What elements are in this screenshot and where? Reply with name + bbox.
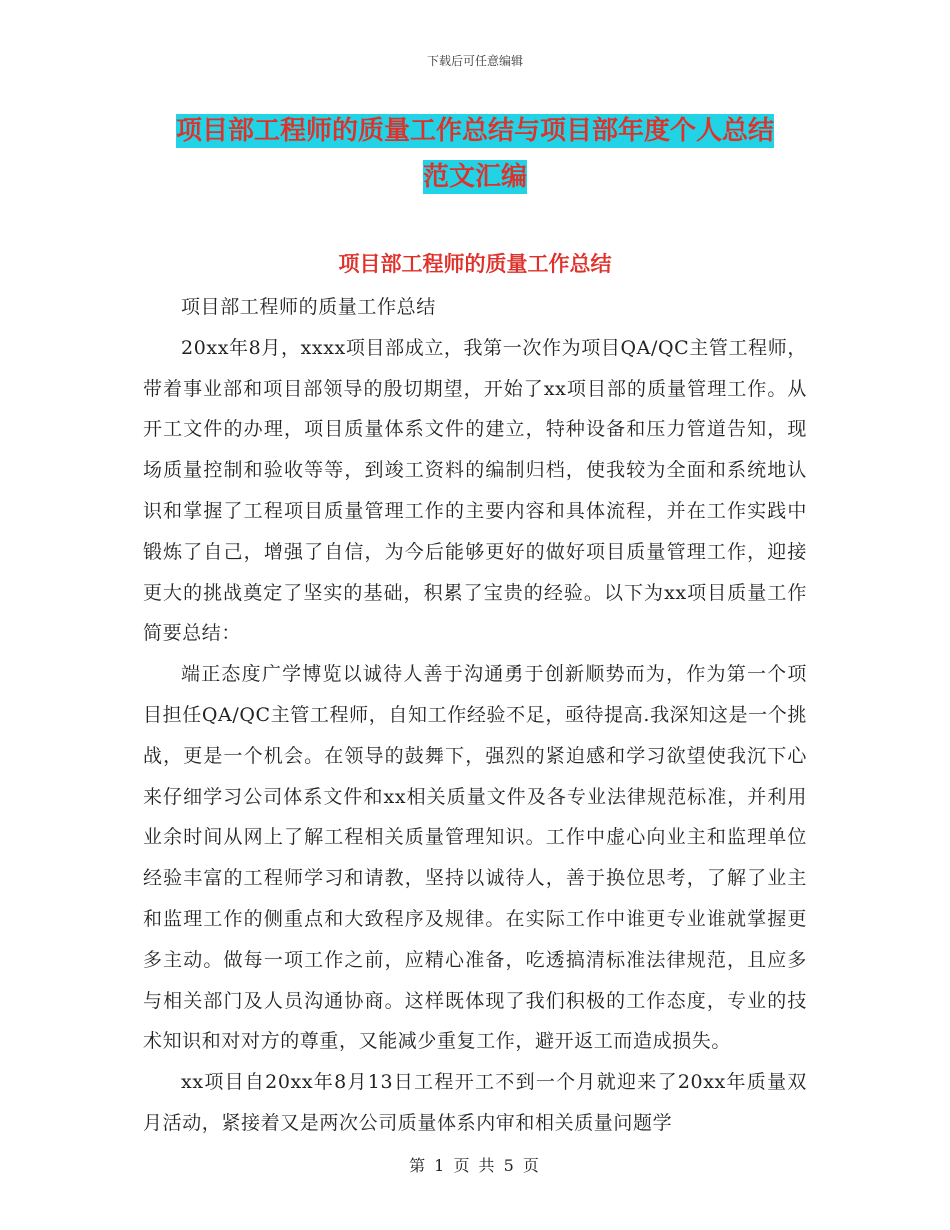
title-line-2: 范文汇编 [422,162,527,192]
paragraph: xx项目自20xx年8月13日工程开工不到一个月就迎来了20xx年质量双月活动，紧接着又是两次公司质量体系内审和相关质量问题学 [143,1071,807,1134]
header-note: 下载后可任意编辑 [426,54,523,68]
paragraph: 项目部工程师的质量工作总结 [181,296,436,318]
paragraph: 20xx年8月，xxxx项目部成立，我第一次作为项目QA/QC主管工程师，带着事业部和项目部领导的殷切期望，开始了xx项目部的质量管理工作。从开工文件的办理，项目质量体系文件的建立，特种设备和压力管道告知，现场质量控制和验收等等，到竣工资料的编制归档，使我较为全面和系统地认识和掌握了工程项目质量管理工作的主要内容和具体流程，并在工作实践中锻炼了自己，增强了自信，为今后能够更好的做好项目质量管理工作，迎接更大的挑战奠定了坚实的基础，积累了宝贵的经验。以下为xx项目质量工作简要总结： [143,336,807,645]
title-line-1: 项目部工程师的质量工作总结与项目部年度个人总结 [175,116,774,146]
page-number: 第 1 页 共 5 页 [409,1156,541,1175]
section-title: 项目部工程师的质量工作总结 [338,251,612,276]
document-title [120,108,830,200]
paragraph: 端正态度广学博览以诚待人善于沟通勇于创新顺势而为，作为第一个项目担任QA/QC主管工程师，自知工作经验不足，亟待提高.我深知这是一个挑战，更是一个机会。在领导的鼓舞下，强烈的紧迫感和学习欲望使我沉下心来仔细学习公司体系文件和xx相关质量文件及各专业法律规范标准，并利用业余时间从网上了解工程相关质量管理知识。工作中虚心向业主和监理单位经验丰富的工程师学习和请教，坚持以诚待人，善于换位思考，了解了业主和监理工作的侧重点和大致程序及规律。在实际工作中谁更专业谁就掌握更多主动。做每一项工作之前，应精心准备，吃透搞清标准法律规范，且应多与相关部门及人员沟通协商。这样既体现了我们积极的工作态度，专业的技术知识和对对方的尊重，又能减少重复工作，避开返工而造成损失。 [143,663,807,1053]
body-text [143,287,807,1144]
